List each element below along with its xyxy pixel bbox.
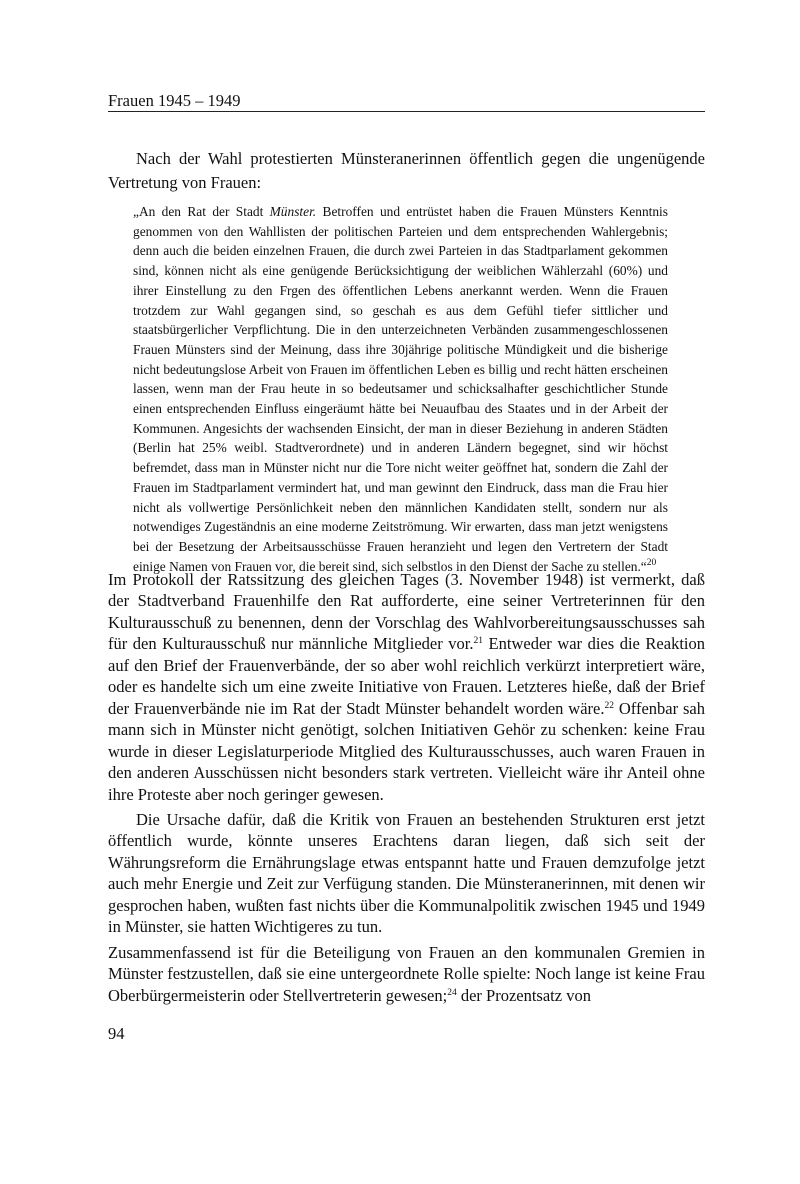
intro-text: Nach der Wahl protestierten Münsteranerinnen öffentlich gegen die ungenügende Vertretung von Frauen: <box>108 149 705 192</box>
quote-italic-city: Münster. <box>269 204 317 219</box>
running-title: Frauen 1945 – 1949 <box>108 91 241 110</box>
intro-paragraph <box>108 147 705 195</box>
paragraph-3-part-a: Zusammenfassend ist für die Beteiligung von Frauen an den kommunalen Gremien in Münster festzustellen, daß sie eine untergeordnete Rolle spielte: Noch lange ist keine Frau Oberbürgermeisterin oder Stellvertreterin gewesen; <box>108 942 705 1005</box>
quote-opening: „An den Rat der Stadt <box>133 204 270 219</box>
paragraph-3 <box>108 942 705 1006</box>
footnote-marker: 24 <box>447 987 457 998</box>
paragraph-1-part-a: Im Protokoll der Ratssitzung des gleichen Tages (3. November 1948) ist vermerkt, daß der Stadtverband Frauenhilfe den Rat aufforderte, eine seiner Vertreterinnen für den Kulturausschuß zu benennen, denn der Vorschlag des Wahlvorbereitungsausschusses sah für den Kulturausschuß nur männliche Mitglieder vor. <box>108 570 705 654</box>
block-quote <box>133 202 668 576</box>
footnote-marker: 22 <box>604 700 614 711</box>
header-rule <box>108 111 705 112</box>
paragraph-1 <box>108 569 705 805</box>
page-number: 94 <box>108 1024 125 1043</box>
quote-text <box>133 202 668 576</box>
paragraph-1-part-b: Entweder war dies die Reaktion auf den Brief der Frauenverbände, der so aber wohl reichlich verkürzt interpretiert wäre, oder es handelte sich um eine zweite Initiative von Frauen. Letzteres hieße, daß der Brief der Frauenverbände nie im Rat der Stadt Münster behandelt worden wäre. <box>108 634 705 718</box>
footnote-marker: 21 <box>473 636 483 647</box>
quote-body: Betroffen und entrüstet haben die Frauen Münsters Kenntnis genommen von den Wahllisten der politischen Parteien und dem entsprechenden Wahlergebnis; denn auch die beiden einzelnen Frauen, die durch zwei Parteien in das Stadtparlament gekommen sind, können nicht als eine genügende Berücksichtigung der weiblichen Wählerzahl (60%) und ihrer Einstellung zu den Frgen des öffentlichen Lebens anerkannt werden. Wenn die Frauen trotzdem zur Wahl gegangen sind, so geschah es aus dem Gefühl tiefer sittlicher und staatsbürgerlicher Verpflichtung. Die in den unterzeichneten Verbänden zusammengeschlossenen Frauen Münsters sind der Meinung, dass ihre 30jährige politische Mündigkeit und die bisherige nicht bedeutungslose Arbeit von Frauen im öffentlichen Leben es billig und recht hätten erscheinen lassen, wenn man der Frau heute in so bedeutsamer und schicksalhafter geschichtlicher Stunde einen entsprechenden Einfluss eingeräumt hätte bei Neuaufbau des Staates und in der Arbeit der Kommunen. Angesichts der wachsenden Einsicht, der man in dieser Beziehung in anderen Städten (Berlin hat 25% weibl. Stadtverordnete) und in anderen Ländern begegnet, sind wir höchst befremdet, dass man in Münster nicht nur die Tore nicht weiter geöffnet hat, sondern die Zahl der Frauen im Stadtparlament vermindert hat, und man gewinnt den Eindruck, dass man die Frau hier nicht als vollwertige Persönlichkeit neben den männlichen Kandidaten stellt, sondern nur als notwendiges Zugeständnis an eine moderne Zeitströmung. Wir erwarten, dass man jetzt wenigstens bei der Besetzung der Arbeitsausschüsse Frauen heranzieht und legen den Vertretern der Stadt einige Namen von Frauen vor, die bereit sind, sich selbstlos in den Dienst der Sache zu stellen.“ <box>133 204 668 574</box>
paragraph-1-part-c: Offenbar sah mann sich in Münster nicht genötigt, solchen Initiativen Gehör zu schenken: keine Frau wurde in dieser Legislaturperiode Mitglied des Kulturausschusses, auch waren Frauen in den anderen Ausschüssen nicht besonders stark vertreten. Vielleicht wäre ihr Anteil ohne ihre Proteste aber noch geringer gewesen. <box>108 698 705 804</box>
footnote-marker: 20 <box>646 557 657 568</box>
main-text <box>108 569 705 1010</box>
paragraph-2: Die Ursache dafür, daß die Kritik von Frauen an bestehenden Strukturen erst jetzt öffentlich wurde, könnte unseres Erachtens daran liegen, daß sich seit der Währungsreform die Ernährungslage etwas entspannt hatte und Frauen demzufolge jetzt auch mehr Energie und Zeit zur Verfügung standen. Die Münsteranerinnen, mit denen wir gesprochen haben, wußten fast nichts über die Kommunalpolitik zwischen 1945 und 1949 in Münster, sie hatten Wichtigeres zu tun. <box>108 809 705 937</box>
paragraph-3-part-b: der Prozentsatz von <box>456 985 591 1005</box>
running-header <box>108 91 705 111</box>
